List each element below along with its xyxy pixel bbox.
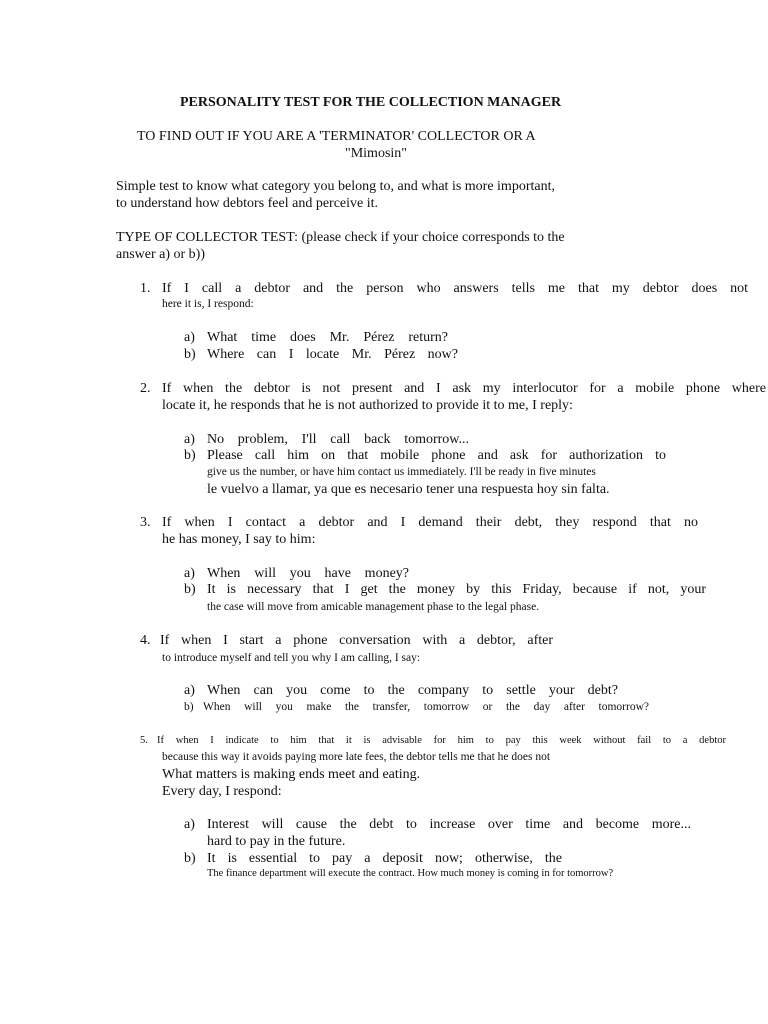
question-4-option-b: When will you make the transfer, tomorrow or the day after tomorrow?: [203, 701, 649, 713]
question-4-option-b-letter: b): [184, 701, 194, 713]
question-2-option-b-letter: b): [184, 448, 196, 463]
question-2-option-b-line-3: le vuelvo a llamar, ya que es necesario tener una respuesta hoy sin falta.: [207, 482, 610, 497]
intro-line-1: Simple test to know what category you belong to, and what is more important,: [116, 179, 555, 194]
question-2-option-a: No problem, I'll call back tomorrow...: [207, 432, 469, 447]
subtitle-line-2: "Mimosin": [345, 146, 407, 161]
question-1-option-b-letter: b): [184, 347, 196, 362]
subtitle-line-1: TO FIND OUT IF YOU ARE A 'TERMINATOR' COLLECTOR OR A: [137, 129, 536, 144]
question-1-line-2: here it is, I respond:: [162, 298, 254, 310]
question-3-option-b-line-2: the case will move from amicable management phase to the legal phase.: [207, 601, 540, 613]
question-3-number: 3.: [140, 515, 151, 530]
question-3-option-b-line-1: It is necessary that I get the money by this Friday, because if not, your: [207, 582, 706, 597]
question-3-option-a: When will you have money?: [207, 566, 409, 581]
question-2-line-1: If when the debtor is not present and I ask my interlocutor for a mobile phone where: [162, 381, 766, 396]
question-5-option-b-letter: b): [184, 851, 196, 866]
question-2-number: 2.: [140, 381, 151, 396]
document-title: PERSONALITY TEST FOR THE COLLECTION MANAGER: [180, 95, 562, 110]
question-5-number: 5.: [140, 735, 148, 746]
question-4-line-2: to introduce myself and tell you why I am calling, I say:: [162, 652, 421, 664]
question-4-option-a: When can you come to the company to settle your debt?: [207, 683, 618, 698]
question-5-option-b-line-2: The finance department will execute the contract. How much money is coming in for tomorrow?: [207, 868, 614, 879]
question-3-option-b-letter: b): [184, 582, 196, 597]
question-5-line-3: What matters is making ends meet and eating.: [162, 767, 421, 782]
question-3-line-1: If when I contact a debtor and I demand their debt, they respond that no: [162, 515, 698, 530]
test-type-line-1: TYPE OF COLLECTOR TEST: (please check if your choice corresponds to the: [116, 230, 565, 245]
test-type-line-2: answer a) or b)): [116, 247, 206, 262]
question-5-line-4: Every day, I respond:: [162, 784, 282, 799]
question-5-option-a-letter: a): [184, 817, 195, 832]
question-4-number: 4.: [140, 633, 151, 648]
question-3-line-2: he has money, I say to him:: [162, 532, 316, 547]
question-2-option-b-line-1: Please call him on that mobile phone and ask for authorization to: [207, 448, 666, 463]
intro-line-2: to understand how debtors feel and perceive it.: [116, 196, 379, 211]
question-5-line-1: If when I indicate to him that it is advisable for him to pay this week without fail to a debtor: [157, 735, 726, 746]
question-4-option-a-letter: a): [184, 683, 195, 698]
question-1-number: 1.: [140, 281, 151, 296]
question-1-option-b: Where can I locate Mr. Pérez now?: [207, 347, 458, 362]
question-4-line-1: If when I start a phone conversation with a debtor, after: [160, 633, 553, 648]
question-5-option-a-line-1: Interest will cause the debt to increase over time and become more...: [207, 817, 691, 832]
question-2-line-2: locate it, he responds that he is not authorized to provide it to me, I reply:: [162, 398, 573, 413]
question-2-option-a-letter: a): [184, 432, 195, 447]
question-1-option-a-letter: a): [184, 330, 195, 345]
question-1-option-a: What time does Mr. Pérez return?: [207, 330, 448, 345]
question-5-option-a-line-2: hard to pay in the future.: [207, 834, 346, 849]
question-3-option-a-letter: a): [184, 566, 195, 581]
question-2-option-b-line-2: give us the number, or have him contact us immediately. I'll be ready in five minutes: [207, 466, 596, 478]
question-5-line-2: because this way it avoids paying more late fees, the debtor tells me that he does not: [162, 751, 551, 763]
question-1-line-1: If I call a debtor and the person who answers tells me that my debtor does not: [162, 281, 748, 296]
question-5-option-b-line-1: It is essential to pay a deposit now; otherwise, the: [207, 851, 562, 866]
